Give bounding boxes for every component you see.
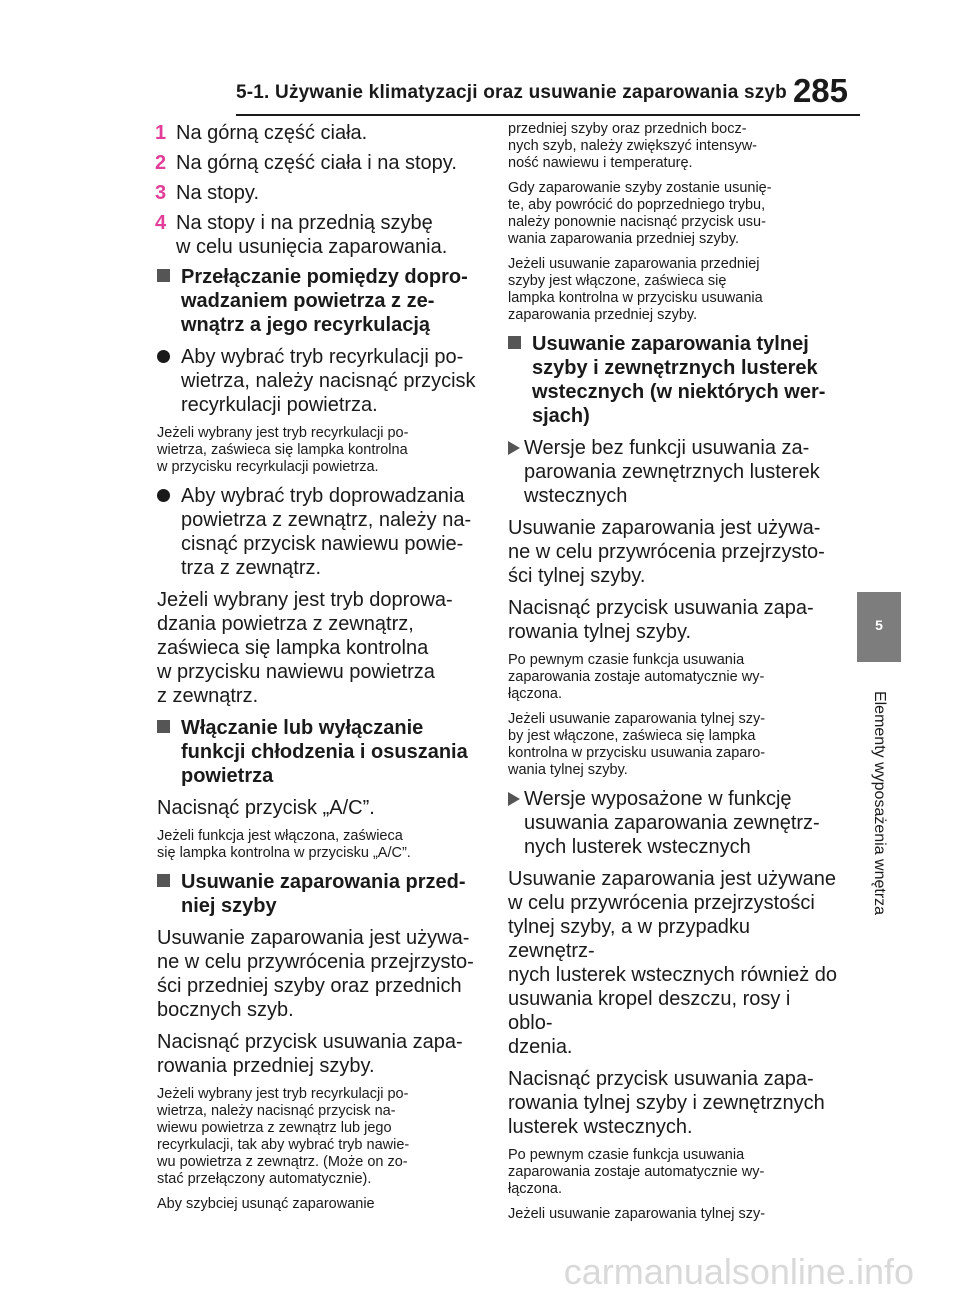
body-paragraph: Nacisnąć przycisk usuwania zapa- rowania tylnej szyby. xyxy=(508,597,814,643)
round-bullet-icon xyxy=(157,489,170,502)
round-bullet-icon xyxy=(157,350,170,363)
section-heading-ac: Włączanie lub wyłączanie funkcji chłodzenia i osuszania powietrza xyxy=(157,716,489,788)
note-paragraph: przedniej szyby oraz przednich bocz- nych szyb, należy zwiększyć intensyw- ność nawiewu i temperaturę. xyxy=(508,121,757,171)
text-line: Na stopy i na przednią szybę xyxy=(176,212,433,234)
triangle-bullet-icon xyxy=(508,792,520,806)
section-heading-front-defog: Usuwanie zaparowania przed- niej szyby xyxy=(157,870,489,918)
right-column xyxy=(508,121,838,1231)
note-paragraph: Po pewnym czasie funkcja usuwania zaparowania zostaje automatycznie wy- łączona. xyxy=(508,652,765,702)
section-title: 5-1. Używanie klimatyzacji oraz usuwanie zaparowania szyb xyxy=(236,82,787,103)
text-line: Na stopy. xyxy=(176,182,259,204)
note-paragraph: Jeżeli usuwanie zaparowania przedniej szyby jest włączone, zaświeca się lampka kontrolna w przycisku usuwania zaparowania przedniej szyby. xyxy=(508,256,763,323)
note-paragraph: Jeżeli funkcja jest włączona, zaświeca się lampka kontrolna w przycisku „A/C”. xyxy=(157,828,411,861)
chapter-title: Elementy wyposażenia wnętrza xyxy=(871,690,888,916)
square-bullet-icon xyxy=(157,269,170,282)
item-number: 2 xyxy=(155,152,167,174)
variant-heading: Wersje bez funkcji usuwania za- parowania zewnętrznych lusterek wstecznych xyxy=(508,436,838,508)
square-bullet-icon xyxy=(157,874,170,887)
note-paragraph: Po pewnym czasie funkcja usuwania zaparowania zostaje automatycznie wy- łączona. xyxy=(508,1147,765,1197)
square-bullet-icon xyxy=(157,720,170,733)
body-paragraph: Nacisnąć przycisk usuwania zapa- rowania przedniej szyby. xyxy=(157,1031,463,1077)
chapter-tab-label xyxy=(857,672,901,934)
note-paragraph: Aby szybciej usunąć zaparowanie xyxy=(157,1196,375,1212)
body-paragraph: Usuwanie zaparowania jest używane w celu przywrócenia przejrzystości tylnej szyby, a w przypadku zewnętrz- nych lusterek wstecznych również do usuwania kropel deszczu, rosy i oblo- dzenia. xyxy=(508,868,838,1058)
list-item xyxy=(157,121,489,145)
note-paragraph: Jeżeli wybrany jest tryb recyrkulacji po- wietrza, zaświeca się lampka kontrolna w przycisku recyrkulacji powietrza. xyxy=(157,425,409,475)
note-paragraph: Jeżeli wybrany jest tryb recyrkulacji po- wietrza, należy nacisnąć przycisk na- wiewu powietrza z zewnątrz lub jego recyrkulacji, tak aby wybrać tryb nawie- wu powietrza z zewnątrz. (Może on zo- stać przełączony automatycznie). xyxy=(157,1086,410,1187)
body-paragraph: Usuwanie zaparowania jest używa- ne w celu przywrócenia przejrzysto- ści tylnej szyby. xyxy=(508,517,825,587)
section-heading-rear-defog: Usuwanie zaparowania tylnej szyby i zewnętrznych lusterek wstecznych (w niektórych wer- sjach) xyxy=(508,332,838,428)
list-item xyxy=(157,151,489,175)
text-line: w celu usunięcia zaparowania. xyxy=(176,236,448,258)
square-bullet-icon xyxy=(508,336,521,349)
note-paragraph: Jeżeli usuwanie zaparowania tylnej szy- by jest włączone, zaświeca się lampka kontrolna w przycisku usuwania zaparo- wania tylnej szyby. xyxy=(508,711,766,778)
page-header xyxy=(236,72,860,118)
section-heading-recirculation: Przełączanie pomiędzy dopro- wadzaniem powietrza z ze- wnątrz a jego recyrkulacją xyxy=(157,265,489,337)
item-number: 4 xyxy=(155,212,167,234)
chapter-tab-number: 5 xyxy=(857,592,901,662)
airflow-mode-list xyxy=(157,121,489,259)
watermark: carmanualsonline.info xyxy=(563,1251,914,1292)
text-line: Na górną część ciała i na stopy. xyxy=(176,152,457,174)
body-paragraph: Usuwanie zaparowania jest używa- ne w celu przywrócenia przejrzysto- ści przedniej szyby oraz przednich bocznych szyb. xyxy=(157,927,474,1021)
variant-heading: Wersje wyposażone w funkcję usuwania zaparowania zewnętrz- nych lusterek wstecznych xyxy=(508,787,838,859)
body-paragraph: Jeżeli wybrany jest tryb doprowa- dzania powietrza z zewnątrz, zaświeca się lampka kontrolna w przycisku nawiewu powietrza z zewnątrz. xyxy=(157,589,453,707)
page-number: 285 xyxy=(792,72,848,109)
note-paragraph: Gdy zaparowanie szyby zostanie usunię- te, aby powrócić do poprzedniego trybu, należy ponownie nacisnąć przycisk usu- wania zaparowania przedniej szyby. xyxy=(508,180,772,247)
item-number: 3 xyxy=(155,182,167,204)
note-paragraph: Jeżeli usuwanie zaparowania tylnej szy- xyxy=(508,1206,766,1222)
left-column xyxy=(157,121,489,1221)
bullet-item: Aby wybrać tryb doprowadzania powietrza z zewnątrz, należy na- cisnąć przycisk nawiewu powie- trza z zewnątrz. xyxy=(157,484,489,580)
list-item xyxy=(157,181,489,205)
body-paragraph: Nacisnąć przycisk „A/C”. xyxy=(157,797,375,819)
body-paragraph: Nacisnąć przycisk usuwania zapa- rowania tylnej szyby i zewnętrznych lusterek wstecznych. xyxy=(508,1068,825,1138)
bullet-item: Aby wybrać tryb recyrkulacji po- wietrza, należy nacisnąć przycisk recyrkulacji powietrza. xyxy=(157,345,489,417)
text-line: Na górną część ciała. xyxy=(176,122,368,144)
list-item xyxy=(157,211,489,259)
item-number: 1 xyxy=(155,122,167,144)
header-divider xyxy=(236,114,860,116)
triangle-bullet-icon xyxy=(508,441,520,455)
